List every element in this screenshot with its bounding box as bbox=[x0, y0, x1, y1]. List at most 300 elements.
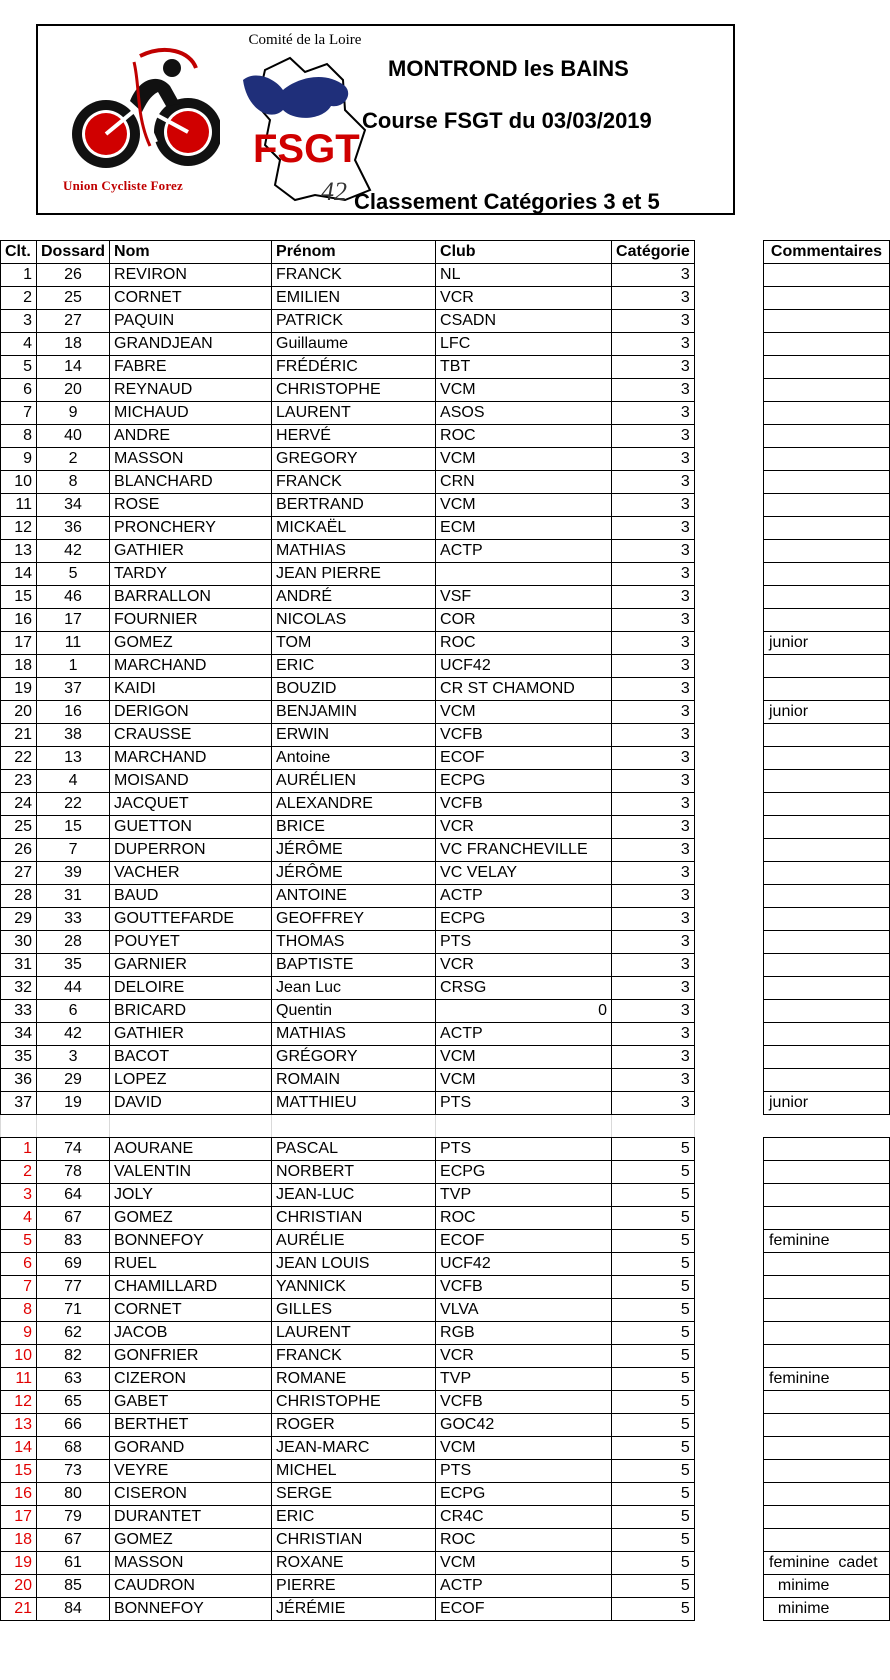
club-cell: LFC bbox=[436, 333, 612, 356]
nom-cell: MICHAUD bbox=[110, 402, 272, 425]
comment-row bbox=[764, 1529, 890, 1552]
comment-row bbox=[764, 724, 890, 747]
rank-cell: 20 bbox=[1, 701, 37, 724]
comment-row bbox=[764, 1575, 890, 1598]
categorie-cell: 3 bbox=[612, 862, 695, 885]
comment-cell bbox=[764, 609, 890, 632]
table-row bbox=[1, 540, 695, 563]
dossard-cell: 9 bbox=[37, 402, 110, 425]
comment-row bbox=[764, 586, 890, 609]
categorie-cell: 3 bbox=[612, 1092, 695, 1115]
comment-row bbox=[764, 517, 890, 540]
race-location: MONTROND les BAINS bbox=[388, 56, 629, 81]
nom-cell: REYNAUD bbox=[110, 379, 272, 402]
prenom-cell: YANNICK bbox=[272, 1276, 436, 1299]
rank-cell: 31 bbox=[1, 954, 37, 977]
comment-row bbox=[764, 862, 890, 885]
comment-row bbox=[764, 1276, 890, 1299]
svg-text:FSGT: FSGT bbox=[253, 127, 360, 171]
club-cell: 0 bbox=[436, 1000, 612, 1023]
results-body bbox=[1, 264, 695, 1621]
dossard-cell: 17 bbox=[37, 609, 110, 632]
dossard-cell: 33 bbox=[37, 908, 110, 931]
comment-cell bbox=[764, 494, 890, 517]
rank-cell: 18 bbox=[1, 1529, 37, 1552]
col-header-nom: Nom bbox=[110, 241, 272, 264]
comment-row bbox=[764, 1092, 890, 1115]
table-row bbox=[1, 678, 695, 701]
club-cell: VCR bbox=[436, 816, 612, 839]
club-cell: VCM bbox=[436, 448, 612, 471]
prenom-cell: ROMAIN bbox=[272, 1069, 436, 1092]
prenom-cell: MICKAËL bbox=[272, 517, 436, 540]
nom-cell: BONNEFOY bbox=[110, 1230, 272, 1253]
club-cell: ECOF bbox=[436, 747, 612, 770]
table-row bbox=[1, 931, 695, 954]
dossard-cell: 5 bbox=[37, 563, 110, 586]
prenom-cell: MICHEL bbox=[272, 1460, 436, 1483]
col-header-clt: Clt. bbox=[1, 241, 37, 264]
rank-cell: 12 bbox=[1, 1391, 37, 1414]
nom-cell: GOMEZ bbox=[110, 632, 272, 655]
club-cell: VSF bbox=[436, 586, 612, 609]
rank-cell: 15 bbox=[1, 586, 37, 609]
rank-cell: 13 bbox=[1, 1414, 37, 1437]
comment-row bbox=[764, 1506, 890, 1529]
table-row bbox=[1, 747, 695, 770]
comment-cell bbox=[764, 1391, 890, 1414]
prenom-cell: ROGER bbox=[272, 1414, 436, 1437]
table-row bbox=[1, 287, 695, 310]
club-cell: GOC42 bbox=[436, 1414, 612, 1437]
rank-cell: 13 bbox=[1, 540, 37, 563]
table-row bbox=[1, 1529, 695, 1552]
categorie-cell: 3 bbox=[612, 379, 695, 402]
club-cell: ECPG bbox=[436, 1161, 612, 1184]
comment-row bbox=[764, 1138, 890, 1161]
results-table bbox=[0, 240, 695, 1621]
categorie-cell: 3 bbox=[612, 494, 695, 517]
dossard-cell: 42 bbox=[37, 1023, 110, 1046]
prenom-cell: GREGORY bbox=[272, 448, 436, 471]
prenom-cell: JEAN LOUIS bbox=[272, 1253, 436, 1276]
comment-cell bbox=[764, 1483, 890, 1506]
comment-cell bbox=[764, 816, 890, 839]
nom-cell: FOURNIER bbox=[110, 609, 272, 632]
dossard-cell: 7 bbox=[37, 839, 110, 862]
prenom-cell: NICOLAS bbox=[272, 609, 436, 632]
table-row bbox=[1, 1069, 695, 1092]
prenom-cell: BOUZID bbox=[272, 678, 436, 701]
club-cell: ECPG bbox=[436, 908, 612, 931]
table-row bbox=[1, 1391, 695, 1414]
table-row bbox=[1, 1000, 695, 1023]
dossard-cell: 34 bbox=[37, 494, 110, 517]
table-row bbox=[1, 655, 695, 678]
categorie-cell: 3 bbox=[612, 264, 695, 287]
dossard-cell: 14 bbox=[37, 356, 110, 379]
comment-row bbox=[764, 908, 890, 931]
rank-cell: 16 bbox=[1, 1483, 37, 1506]
comment-cell bbox=[764, 1138, 890, 1161]
rank-cell: 36 bbox=[1, 1069, 37, 1092]
comment-cell bbox=[764, 1023, 890, 1046]
prenom-cell: GILLES bbox=[272, 1299, 436, 1322]
dossard-cell: 63 bbox=[37, 1368, 110, 1391]
dossard-cell: 38 bbox=[37, 724, 110, 747]
club-cell: VCM bbox=[436, 1552, 612, 1575]
dossard-cell: 18 bbox=[37, 333, 110, 356]
club-cell: ECOF bbox=[436, 1230, 612, 1253]
categorie-cell: 3 bbox=[612, 954, 695, 977]
rank-cell: 14 bbox=[1, 563, 37, 586]
prenom-cell: CHRISTOPHE bbox=[272, 379, 436, 402]
nom-cell: GOMEZ bbox=[110, 1207, 272, 1230]
rank-cell: 6 bbox=[1, 379, 37, 402]
prenom-cell: FRANCK bbox=[272, 264, 436, 287]
table-row bbox=[1, 563, 695, 586]
nom-cell: GATHIER bbox=[110, 540, 272, 563]
comment-row bbox=[764, 885, 890, 908]
table-row bbox=[1, 1598, 695, 1621]
comment-row bbox=[764, 632, 890, 655]
rank-cell: 3 bbox=[1, 1184, 37, 1207]
rank-cell: 10 bbox=[1, 1345, 37, 1368]
table-row bbox=[1, 1046, 695, 1069]
table-row bbox=[1, 264, 695, 287]
dossard-cell: 39 bbox=[37, 862, 110, 885]
nom-cell: KAIDI bbox=[110, 678, 272, 701]
comment-row bbox=[764, 1598, 890, 1621]
rank-cell: 33 bbox=[1, 1000, 37, 1023]
comment-row bbox=[764, 1299, 890, 1322]
union-cycliste-forez-text: Union Cycliste Forez bbox=[62, 178, 184, 193]
categorie-cell: 3 bbox=[612, 1069, 695, 1092]
nom-cell: DAVID bbox=[110, 1092, 272, 1115]
table-row bbox=[1, 1092, 695, 1115]
nom-cell: BACOT bbox=[110, 1046, 272, 1069]
rank-cell: 9 bbox=[1, 1322, 37, 1345]
rank-cell: 29 bbox=[1, 908, 37, 931]
separator-cell bbox=[764, 1115, 890, 1138]
club-cell: CR ST CHAMOND bbox=[436, 678, 612, 701]
prenom-cell: AURÉLIEN bbox=[272, 770, 436, 793]
prenom-cell: HERVÉ bbox=[272, 425, 436, 448]
separator-cell bbox=[272, 1115, 436, 1138]
comment-row bbox=[764, 1414, 890, 1437]
separator-cell bbox=[1, 1115, 37, 1138]
dossard-cell: 74 bbox=[37, 1138, 110, 1161]
rank-cell: 16 bbox=[1, 609, 37, 632]
categorie-cell: 3 bbox=[612, 402, 695, 425]
table-row bbox=[1, 1276, 695, 1299]
comment-row bbox=[764, 655, 890, 678]
rank-cell: 1 bbox=[1, 1138, 37, 1161]
nom-cell: MASSON bbox=[110, 1552, 272, 1575]
dossard-cell: 20 bbox=[37, 379, 110, 402]
rank-cell: 24 bbox=[1, 793, 37, 816]
rank-cell: 14 bbox=[1, 1437, 37, 1460]
club-cell: ECPG bbox=[436, 1483, 612, 1506]
comment-row bbox=[764, 287, 890, 310]
prenom-cell: Jean Luc bbox=[272, 977, 436, 1000]
categorie-cell: 5 bbox=[612, 1598, 695, 1621]
nom-cell: GABET bbox=[110, 1391, 272, 1414]
rank-cell: 17 bbox=[1, 632, 37, 655]
table-row bbox=[1, 1253, 695, 1276]
nom-cell: VEYRE bbox=[110, 1460, 272, 1483]
categorie-cell: 3 bbox=[612, 1046, 695, 1069]
club-cell: VLVA bbox=[436, 1299, 612, 1322]
dossard-cell: 25 bbox=[37, 287, 110, 310]
nom-cell: GORAND bbox=[110, 1437, 272, 1460]
comment-cell bbox=[764, 862, 890, 885]
club-cell: ECM bbox=[436, 517, 612, 540]
categorie-cell: 5 bbox=[612, 1529, 695, 1552]
prenom-cell: ERIC bbox=[272, 1506, 436, 1529]
dossard-cell: 65 bbox=[37, 1391, 110, 1414]
rank-cell: 11 bbox=[1, 494, 37, 517]
rank-cell: 25 bbox=[1, 816, 37, 839]
comment-row bbox=[764, 1161, 890, 1184]
comment-cell bbox=[764, 1161, 890, 1184]
club-cell: VCM bbox=[436, 379, 612, 402]
club-cell: CRN bbox=[436, 471, 612, 494]
club-cell: PTS bbox=[436, 931, 612, 954]
comment-cell bbox=[764, 402, 890, 425]
club-cell: VCM bbox=[436, 701, 612, 724]
dossard-cell: 46 bbox=[37, 586, 110, 609]
comment-cell bbox=[764, 747, 890, 770]
comment-row bbox=[764, 1253, 890, 1276]
rank-cell: 8 bbox=[1, 1299, 37, 1322]
comment-row bbox=[764, 402, 890, 425]
rank-cell: 3 bbox=[1, 310, 37, 333]
table-row bbox=[1, 609, 695, 632]
separator-cell bbox=[110, 1115, 272, 1138]
dossard-cell: 71 bbox=[37, 1299, 110, 1322]
table-row bbox=[1, 816, 695, 839]
comment-cell bbox=[764, 1506, 890, 1529]
table-row bbox=[1, 1299, 695, 1322]
nom-cell: VALENTIN bbox=[110, 1161, 272, 1184]
comment-cell bbox=[764, 1414, 890, 1437]
dossard-cell: 80 bbox=[37, 1483, 110, 1506]
categorie-cell: 5 bbox=[612, 1322, 695, 1345]
comment-cell bbox=[764, 287, 890, 310]
table-row bbox=[1, 586, 695, 609]
categorie-cell: 3 bbox=[612, 747, 695, 770]
comment-cell: minime bbox=[764, 1598, 890, 1621]
club-cell: ROC bbox=[436, 1529, 612, 1552]
comment-cell bbox=[764, 1000, 890, 1023]
comment-cell bbox=[764, 563, 890, 586]
club-cell: VCR bbox=[436, 954, 612, 977]
col-header-dossard: Dossard bbox=[37, 241, 110, 264]
comment-cell bbox=[764, 977, 890, 1000]
club-cell: PTS bbox=[436, 1092, 612, 1115]
categorie-cell: 5 bbox=[612, 1460, 695, 1483]
dossard-cell: 73 bbox=[37, 1460, 110, 1483]
dossard-cell: 13 bbox=[37, 747, 110, 770]
prenom-cell: FRANCK bbox=[272, 1345, 436, 1368]
table-row bbox=[1, 1161, 695, 1184]
dossard-cell: 79 bbox=[37, 1506, 110, 1529]
rank-cell: 2 bbox=[1, 287, 37, 310]
comment-row bbox=[764, 977, 890, 1000]
prenom-cell: PIERRE bbox=[272, 1575, 436, 1598]
rank-cell: 12 bbox=[1, 517, 37, 540]
categorie-cell: 3 bbox=[612, 540, 695, 563]
table-row bbox=[1, 1552, 695, 1575]
comment-cell bbox=[764, 655, 890, 678]
table-header-row bbox=[1, 241, 695, 264]
nom-cell: FABRE bbox=[110, 356, 272, 379]
prenom-cell: EMILIEN bbox=[272, 287, 436, 310]
comment-row bbox=[764, 1000, 890, 1023]
dossard-cell: 15 bbox=[37, 816, 110, 839]
categorie-cell: 5 bbox=[612, 1161, 695, 1184]
rank-cell: 6 bbox=[1, 1253, 37, 1276]
dossard-cell: 69 bbox=[37, 1253, 110, 1276]
categorie-cell: 3 bbox=[612, 333, 695, 356]
rank-cell: 23 bbox=[1, 770, 37, 793]
table-row bbox=[1, 333, 695, 356]
nom-cell: CORNET bbox=[110, 287, 272, 310]
comment-row bbox=[764, 540, 890, 563]
categorie-cell: 5 bbox=[612, 1368, 695, 1391]
categorie-cell: 5 bbox=[612, 1276, 695, 1299]
table-row bbox=[1, 1414, 695, 1437]
prenom-cell: PATRICK bbox=[272, 310, 436, 333]
comment-row bbox=[764, 494, 890, 517]
rank-cell: 34 bbox=[1, 1023, 37, 1046]
categorie-cell: 3 bbox=[612, 632, 695, 655]
categorie-cell: 5 bbox=[612, 1138, 695, 1161]
club-cell: ACTP bbox=[436, 1575, 612, 1598]
table-row bbox=[1, 1575, 695, 1598]
club-cell: VCFB bbox=[436, 1391, 612, 1414]
categorie-cell: 3 bbox=[612, 793, 695, 816]
comment-row bbox=[764, 310, 890, 333]
comment-row bbox=[764, 1230, 890, 1253]
comment-row bbox=[764, 839, 890, 862]
dossard-cell: 67 bbox=[37, 1529, 110, 1552]
nom-cell: GATHIER bbox=[110, 1023, 272, 1046]
club-cell: VCM bbox=[436, 1437, 612, 1460]
categorie-cell: 3 bbox=[612, 931, 695, 954]
nom-cell: VACHER bbox=[110, 862, 272, 885]
col-header-club: Club bbox=[436, 241, 612, 264]
prenom-cell: ANTOINE bbox=[272, 885, 436, 908]
club-cell: ROC bbox=[436, 1207, 612, 1230]
comment-row bbox=[764, 1184, 890, 1207]
table-row bbox=[1, 1230, 695, 1253]
nom-cell: LOPEZ bbox=[110, 1069, 272, 1092]
table-row bbox=[1, 724, 695, 747]
prenom-cell: JÉRÔME bbox=[272, 839, 436, 862]
prenom-cell: THOMAS bbox=[272, 931, 436, 954]
nom-cell: MARCHAND bbox=[110, 747, 272, 770]
nom-cell: BARRALLON bbox=[110, 586, 272, 609]
dossard-cell: 19 bbox=[37, 1092, 110, 1115]
table-row bbox=[1, 1138, 695, 1161]
comment-row bbox=[764, 1322, 890, 1345]
prenom-cell: PASCAL bbox=[272, 1138, 436, 1161]
prenom-cell: ROMANE bbox=[272, 1368, 436, 1391]
rank-cell: 2 bbox=[1, 1161, 37, 1184]
rank-cell: 21 bbox=[1, 724, 37, 747]
comment-separator-row bbox=[764, 1115, 890, 1138]
cyclist-logo-icon bbox=[70, 46, 220, 186]
comment-cell bbox=[764, 1437, 890, 1460]
comment-row bbox=[764, 1207, 890, 1230]
group-separator-row bbox=[1, 1115, 695, 1138]
club-cell: CR4C bbox=[436, 1506, 612, 1529]
comment-cell bbox=[764, 448, 890, 471]
comment-cell: feminine bbox=[764, 1368, 890, 1391]
prenom-cell: Antoine bbox=[272, 747, 436, 770]
club-cell: ECOF bbox=[436, 1598, 612, 1621]
club-cell: PTS bbox=[436, 1460, 612, 1483]
nom-cell: MASSON bbox=[110, 448, 272, 471]
categorie-cell: 3 bbox=[612, 977, 695, 1000]
table-row bbox=[1, 402, 695, 425]
table-row bbox=[1, 1437, 695, 1460]
nom-cell: GARNIER bbox=[110, 954, 272, 977]
categorie-cell: 5 bbox=[612, 1207, 695, 1230]
comment-cell: minime bbox=[764, 1575, 890, 1598]
comment-cell bbox=[764, 793, 890, 816]
prenom-cell: FRANCK bbox=[272, 471, 436, 494]
table-row bbox=[1, 1483, 695, 1506]
comment-row bbox=[764, 1046, 890, 1069]
rank-cell: 9 bbox=[1, 448, 37, 471]
table-row bbox=[1, 977, 695, 1000]
club-cell bbox=[436, 563, 612, 586]
nom-cell: CISERON bbox=[110, 1483, 272, 1506]
prenom-cell: MATTHIEU bbox=[272, 1092, 436, 1115]
prenom-cell: BAPTISTE bbox=[272, 954, 436, 977]
nom-cell: DUPERRON bbox=[110, 839, 272, 862]
dossard-cell: 35 bbox=[37, 954, 110, 977]
table-row bbox=[1, 839, 695, 862]
dossard-cell: 85 bbox=[37, 1575, 110, 1598]
dossard-cell: 2 bbox=[37, 448, 110, 471]
classification-title: Classement Catégories 3 et 5 bbox=[354, 189, 660, 214]
nom-cell: CAUDRON bbox=[110, 1575, 272, 1598]
prenom-cell: ANDRÉ bbox=[272, 586, 436, 609]
rank-cell: 15 bbox=[1, 1460, 37, 1483]
club-cell: VC FRANCHEVILLE bbox=[436, 839, 612, 862]
comment-row bbox=[764, 1345, 890, 1368]
rank-cell: 1 bbox=[1, 264, 37, 287]
comment-row bbox=[764, 379, 890, 402]
prenom-cell: MATHIAS bbox=[272, 1023, 436, 1046]
categorie-cell: 5 bbox=[612, 1345, 695, 1368]
rank-cell: 30 bbox=[1, 931, 37, 954]
prenom-cell: JÉRÔME bbox=[272, 862, 436, 885]
prenom-cell: LAURENT bbox=[272, 1322, 436, 1345]
rank-cell: 20 bbox=[1, 1575, 37, 1598]
comment-cell bbox=[764, 724, 890, 747]
dossard-cell: 31 bbox=[37, 885, 110, 908]
club-cell: VCM bbox=[436, 1046, 612, 1069]
prenom-cell: GRÉGORY bbox=[272, 1046, 436, 1069]
comment-cell bbox=[764, 1529, 890, 1552]
dossard-cell: 3 bbox=[37, 1046, 110, 1069]
categorie-cell: 3 bbox=[612, 563, 695, 586]
